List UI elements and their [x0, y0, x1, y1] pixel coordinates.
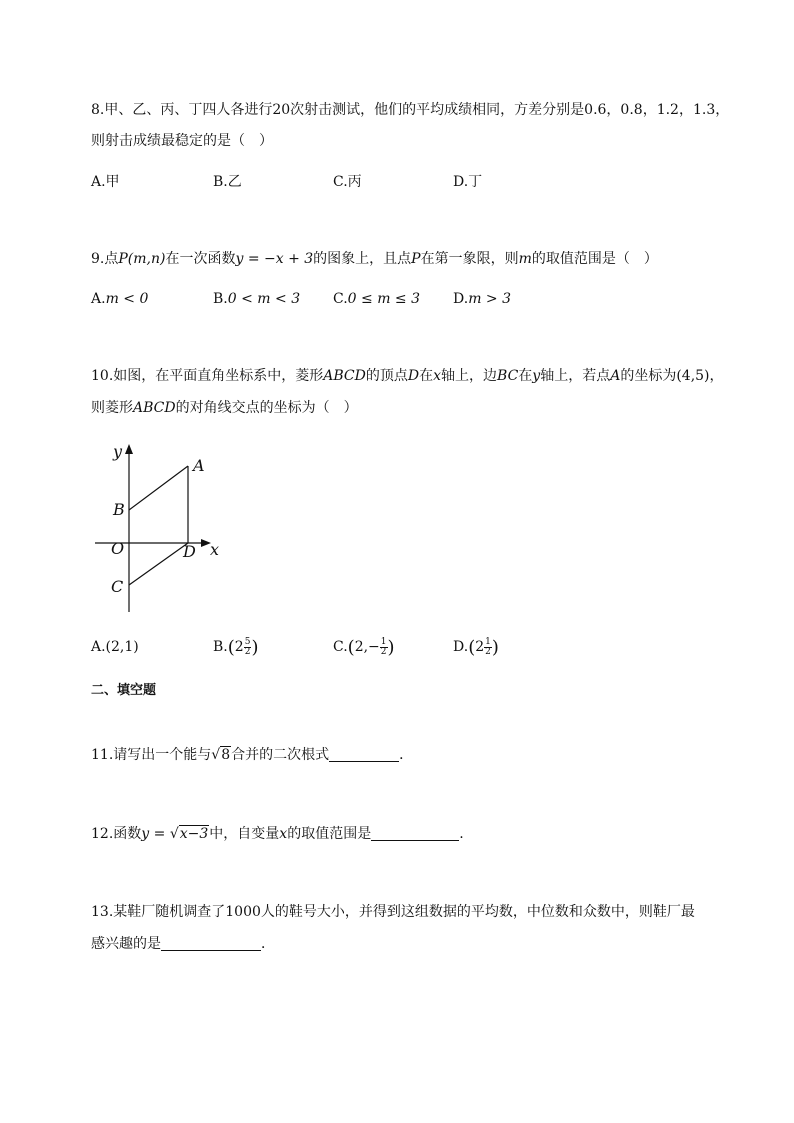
q13-line2: 感兴趣的是 ． [91, 936, 275, 952]
label-c: C [111, 577, 124, 596]
q9-option-b: B.0 < m < 3 [213, 291, 301, 307]
q8-option-d: D.丁 [453, 174, 483, 190]
answer-blank[interactable] [161, 950, 261, 951]
q9-option-d: D.m > 3 [453, 291, 512, 307]
q10-option-d: D.(2 $\frac{1}{2}$ ) [453, 636, 499, 658]
q10-option-b: B.(2 $\frac{5}{2}$ ) [213, 636, 259, 658]
label-d: D [183, 542, 196, 561]
answer-blank[interactable] [371, 840, 459, 841]
y-axis-arrow [125, 444, 133, 454]
answer-blank[interactable] [329, 761, 399, 762]
label-x: x [210, 540, 220, 559]
q10-line2: 则菱形ABCD的对角线交点的坐标为（ ） [91, 400, 358, 416]
q12-stem: 12.函数y = √x−3中，自变量x的取值范围是 . [91, 826, 464, 842]
q9-option-c: C.0 ≤ m ≤ 3 [333, 291, 421, 307]
q9-option-a: A.m < 0 [91, 291, 149, 307]
label-a: A [193, 456, 205, 475]
rhombus-figure [85, 440, 235, 615]
q10-option-c: C.(2,− $\frac{1}{2}$ ) [333, 636, 395, 658]
label-o: O [111, 539, 125, 558]
q11-stem: 11.请写出一个能与√8合并的二次根式 ． [91, 747, 414, 763]
q8-line2: 则射击成绩最稳定的是（ ） [91, 133, 273, 149]
q13-line1: 13.某鞋厂随机调查了1000人的鞋号大小，并得到这组数据的平均数，中位数和众数中，则鞋厂最 [91, 904, 695, 920]
side-ba [129, 466, 188, 510]
section-heading: 二、填空题 [91, 683, 157, 698]
q8-option-a: A.甲 [91, 174, 120, 190]
label-y: y [113, 442, 123, 461]
q9-stem: 9.点P(m,n)在一次函数y = −x + 3的图象上，且点P在第一象限，则m的取值范围是（ ） [91, 251, 658, 267]
q10-line1: 10.如图，在平面直角坐标系中，菱形ABCD的顶点D在x轴上，边BC在y轴上，若点A的坐标为(4,5)， [91, 368, 724, 384]
side-dc [129, 543, 188, 585]
q10-option-a: A.(2,1) [91, 639, 139, 655]
label-b: B [113, 500, 125, 519]
sqrt-x-minus-3: √x−3 [169, 826, 209, 842]
q8-line1: 8.甲、乙、丙、丁四人各进行20次射击测试，他们的平均成绩相同，方差分别是0.6，0.8，1.2，1.3， [91, 102, 730, 118]
q8-option-c: C.丙 [333, 174, 362, 190]
q8-option-b: B.乙 [213, 174, 242, 190]
sqrt-8: √8 [211, 747, 231, 763]
